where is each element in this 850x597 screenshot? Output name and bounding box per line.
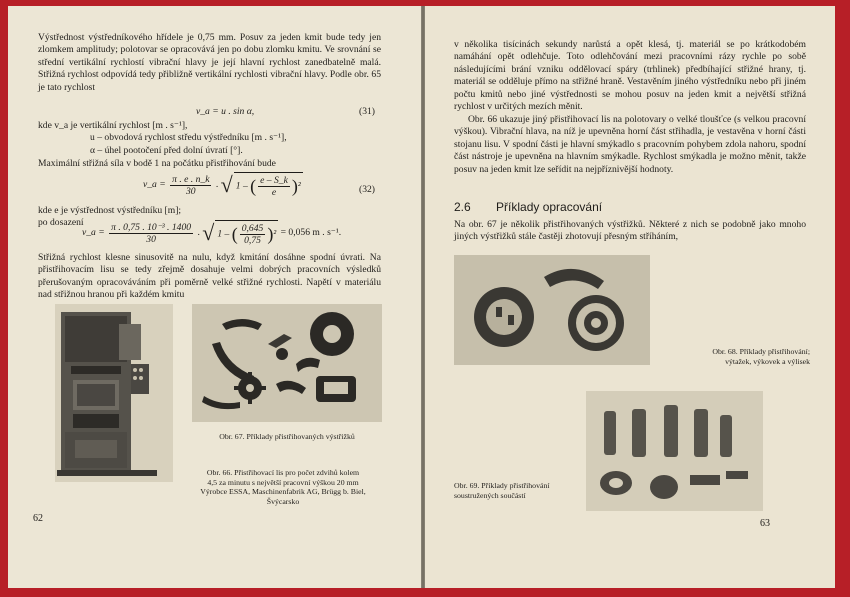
where-alpha: α – úhel pootočení před dolní úvratí [°]. [90, 144, 243, 156]
where-u: u – obvodová rychlost středu výstředníku [m . s⁻¹], [90, 132, 287, 144]
page-number-right: 63 [760, 518, 770, 529]
left-paragraph-5: Střižná rychlost klesne sinusovitě na nulu, když kmitání dosáhne spodní úvrati. Na přistřihovacím lisu se tedy zřejmě dosahuje velmi dobrých pracovních výsledků přerušovaným opracováváním při poměrně velké střižné rychlosti. Napětí v materiálu nad střižnou hranou při každém kmitu [38, 252, 381, 301]
eqsub-inner-numerator: 0,645 [241, 223, 264, 234]
fig67-caption: Obr. 67. Příklady přistřihovaných výstřižků [219, 432, 355, 441]
left-paragraph-1: Výstřednost výstředníkového hřídele je 0,75 mm. Posuv za jeden kmit bude tedy jen zlomkem amplitudy; polotovar se opracovává jen po dobu zlomku kmitu. Ve srovnání se střední vertikální rychlostí vibrační hlavy je její hlavní rychlost zanedbatelně malá. Střižná rychlost odpovídá tedy přibližně vertikální rychlosti vibrační hlavy. Podle obr. 65 je tato rychlost [38, 32, 381, 93]
section-number: 2.6 [454, 200, 471, 214]
eqsub-inner-denominator: 0,75 [244, 235, 261, 246]
right-page [425, 6, 835, 588]
fig68-caption-line-2: výtažek, výkovek a výlisek [725, 356, 810, 366]
eq32-inner-fraction [258, 175, 290, 198]
eq32-denominator: 30 [186, 185, 196, 197]
equation-31-number: (31) [359, 106, 375, 117]
eq32-fraction [170, 174, 211, 197]
gears-photo [454, 255, 650, 365]
eq32-inner-denominator: e [271, 187, 277, 198]
fig66-caption-line-1: Obr. 66. Přistřihovací lis pro počet zdvihů kolem [206, 468, 360, 477]
section-heading [454, 200, 602, 214]
fig66-caption-line-2: 4,5 za minutu s největší pracovní výškou 20 mm [207, 477, 359, 487]
press-machine-photo [55, 304, 173, 482]
fig69-caption-line-1: Obr. 69. Příklady přistřihování [454, 481, 550, 490]
where-va: kde v_a je vertikální rychlost [m . s⁻¹], [38, 120, 188, 131]
eq32-inner-numerator: e – S_k [260, 175, 288, 186]
right-paragraph-1: v několika tisícinách sekundy narůstá a opět klesá, tj. materiál se po krátkodobém namáhání opět odlehčuje. Toto odlehčování mezi pracovními rázy rychle po sobě následujícími brání vzniku oddělovací spáry (trhlinek) předbíhající střižné hrany, tj. materiál se odděluje přímo na střižné hraně. Vestavěním jiného výstředníku nebo při jiném počtu kmitů nebo jiné výstřednosti se mohou posuv na jeden kmit a největší střižná rychlost v určitých mezích měnit. [454, 39, 806, 113]
eqsub-inner-fraction [240, 223, 266, 246]
gears-illustration [454, 255, 650, 365]
eq32-lhs: v_a = [143, 179, 166, 191]
right-paragraph-3: Na obr. 67 je několik přistřihovaných výstřižků. Některé z nich se podobně jako mnoho jiných výstřižků stále častěji zhotovují přesným stříháním, [454, 219, 806, 243]
turned-parts-photo [586, 391, 763, 511]
fig69-caption-line-2: soustružených součástí [454, 490, 526, 500]
fig68-caption-line-1: Obr. 68. Příklady přistřihování; [712, 347, 810, 356]
press-machine-illustration [55, 304, 173, 482]
eqsub-result: = 0,056 m . s⁻¹. [280, 227, 342, 239]
eqsub-numerator: π . 0,75 . 10⁻³ . 1400 [111, 221, 192, 233]
eqsub-denominator: 30 [146, 233, 156, 245]
section-title: Příklady opracování [496, 200, 603, 214]
stamped-parts-photo [192, 304, 382, 422]
fig66-caption-line-4: Švýcarsko [266, 496, 300, 506]
fig66-caption-line-3: Výrobce ESSA, Maschinenfabrik AG, Brügg b. Biel, [200, 487, 366, 497]
right-paragraph-2: Obr. 66 ukazuje jiný přistřihovací lis na polotovary o velké tloušťce (s velkou pracovní výškou). Vibrační hlava, na níž je upevněna horní část střihadla, je vestavěna v horní části stojanu lisu. V spodní části je hlavní smýkadlo s pracovním pohybem zdola nahoru, spodní část nástroje je upevněna na hlavním smýkadle. Rychlost smýkadla je možno měnit, takže posuv na jeden kmit lze seřídit na nejpříznivější hodnoty. [454, 114, 806, 175]
equation-substitution: v_a = $\frac{\text{π . 0,75 . 10⁻³ . 1400}}{30}$ . √ 1 – ( $\frac{0,645}{0,75}$ )² = 0,056 m . s⁻¹. [82, 220, 342, 246]
turned-parts-illustration [586, 391, 763, 511]
left-paragraph-3: kde e je výstřednost výstředníku [m]; po dosazení [38, 205, 182, 229]
left-paragraph-2: Maximální střižná síla v bodě 1 na počátku přistřihování bude [38, 158, 276, 169]
fig66-caption [178, 468, 388, 506]
stamped-parts-illustration [192, 304, 382, 422]
eq32-numerator: π . e . n_k [172, 173, 210, 185]
eqsub-fraction [109, 222, 193, 245]
page-number-left: 62 [33, 513, 43, 524]
left-page [8, 6, 421, 588]
equation-32: v_a = $\frac{\pi . e . n\_k}{30}$ . √ 1 – ( $\frac{e - S\_k}{e}$ )² [143, 172, 301, 198]
eqsub-lhs: v_a = [82, 227, 105, 239]
equation-31: v_a = u . sin α, [196, 106, 255, 117]
where-block [38, 120, 381, 157]
fig68-caption [650, 347, 810, 366]
equation-32-number: (32) [359, 184, 375, 195]
fig69-caption [454, 481, 584, 500]
